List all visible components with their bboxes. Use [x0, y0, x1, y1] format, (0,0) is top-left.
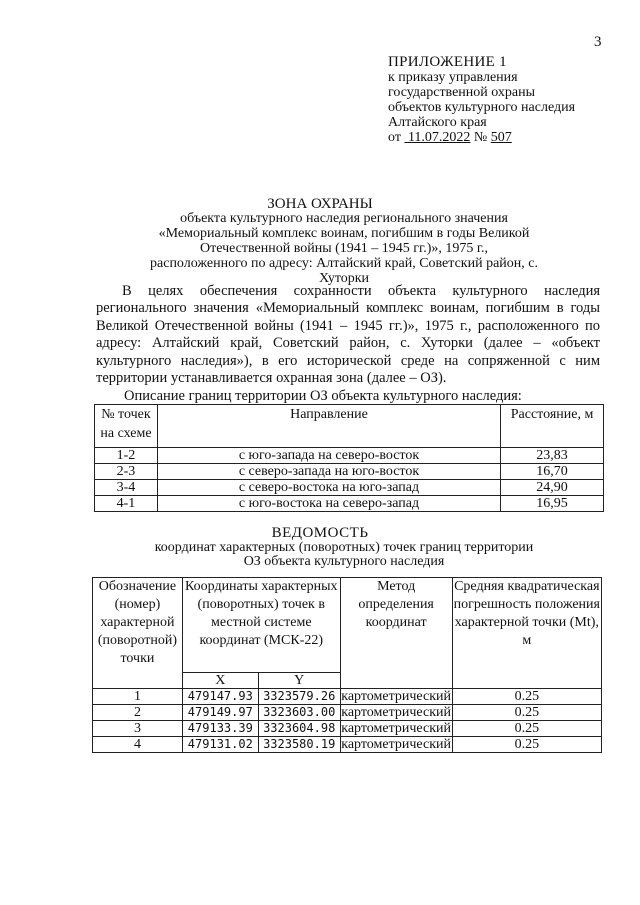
- header-cell: № точек на схеме: [95, 405, 158, 448]
- header-cell: Координаты характерных (поворотных) точек в местной системе координат (МСК-22): [182, 578, 340, 673]
- table-cell: 0.25: [452, 689, 601, 705]
- order-date: 11.07.2022: [407, 130, 471, 145]
- table-cell: 16,95: [501, 496, 604, 512]
- appendix-line: Алтайского края: [388, 115, 487, 130]
- table-cell: 24,90: [501, 480, 604, 496]
- appendix-line: государственной охраны: [388, 85, 536, 100]
- table-cell: 4: [93, 737, 183, 753]
- document-subtitle: объекта культурного наследия регионального значения «Мемориальный комплекс воинам, погибшим в годы Великой Отечественной войны (1941 – 1945 гг.)», 1975 г., расположенного по адресу: Алтайский край, Советский район, с. Хуторки: [150, 211, 538, 286]
- table-header-row: [95, 405, 604, 448]
- table-cell: 479131.02: [182, 737, 258, 753]
- table-cell: 3323603.00: [258, 705, 340, 721]
- table-cell: 2-3: [95, 464, 158, 480]
- header-cell: Направление: [157, 405, 500, 448]
- table-header-row: [93, 578, 602, 673]
- header-cell-y: Y: [258, 673, 340, 689]
- table-cell: картометрический: [341, 705, 451, 720]
- table-row: [93, 705, 602, 721]
- boundary-caption: Описание границ территории ОЗ объекта культурного наследия:: [124, 388, 522, 404]
- appendix-line: к приказу управления: [388, 70, 518, 85]
- appendix-date-line: [388, 130, 575, 145]
- header-cell: Обозначение (номер) характерной (поворотной) точки: [93, 578, 183, 689]
- table-cell: картометрический: [341, 721, 451, 736]
- table-row: [95, 480, 604, 496]
- table-row: [93, 737, 602, 753]
- order-number: 507: [490, 130, 512, 145]
- table-cell: картометрический: [341, 689, 451, 704]
- table-cell: 0.25: [452, 705, 601, 721]
- table-cell: с юго-востока на северо-запад: [157, 496, 500, 512]
- table-cell: с юго-запада на северо-восток: [157, 448, 500, 464]
- table-cell: 479133.39: [182, 721, 258, 737]
- vedomost-title: ВЕДОМОСТЬ: [271, 525, 369, 541]
- table-cell: 3323604.98: [258, 721, 340, 737]
- appendix-heading: ПРИЛОЖЕНИЕ 1: [388, 54, 507, 70]
- table-cell: 3: [93, 721, 183, 737]
- table-cell: 3323580.19: [258, 737, 340, 753]
- table-cell: с северо-востока на юго-запад: [157, 480, 500, 496]
- number-sign: №: [473, 130, 488, 145]
- table-cell: с северо-запада на юго-восток: [157, 464, 500, 480]
- table-cell: 1-2: [95, 448, 158, 464]
- table-row: [95, 496, 604, 512]
- appendix-line: объектов культурного наследия: [388, 100, 576, 115]
- table-cell: 479149.97: [182, 705, 258, 721]
- table-cell: 23,83: [501, 448, 604, 464]
- table-row: [93, 721, 602, 737]
- table-cell: 4-1: [95, 496, 158, 512]
- table-row: [93, 689, 602, 705]
- main-paragraph: В целях обеспечения сохранности объекта культурного наследия регионального значения «Мемориальный комплекс воинам, погибшим в годы Великой Отечественной войны (1941 – 1945 гг.)», 1975 г., расположенного по адресу: Алтайский край, Советский район, с. Хуторки (далее – «объект культурного наследия»), в его исторической среде на сопряженной с ним территории устанавливается охранная зона (далее – ОЗ).: [96, 283, 600, 387]
- table-cell: 0.25: [452, 737, 601, 753]
- table-row: [95, 448, 604, 464]
- table-cell: 0.25: [452, 721, 601, 737]
- document-title: ЗОНА ОХРАНЫ: [267, 196, 373, 212]
- table-cell: 16,70: [501, 464, 604, 480]
- vedomost-subtitle: координат характерных (поворотных) точек границ территории ОЗ объекта культурного наследия: [154, 540, 534, 569]
- header-cell: Метод определения координат: [340, 578, 452, 689]
- date-prefix: от: [388, 130, 401, 145]
- table-cell: 1: [93, 689, 183, 705]
- appendix-block: [388, 55, 575, 145]
- header-cell: Расстояние, м: [501, 405, 604, 448]
- table-cell: 2: [93, 705, 183, 721]
- table-row: [95, 464, 604, 480]
- boundary-table: [94, 404, 604, 512]
- table-cell: 479147.93: [182, 689, 258, 705]
- header-cell-x: X: [182, 673, 258, 689]
- page-number: 3: [594, 34, 602, 50]
- header-cell: Средняя квадратическая погрешность положения характерной точки (Mt), м: [452, 578, 601, 689]
- table-cell: картометрический: [341, 737, 451, 752]
- coordinates-table: [92, 577, 602, 753]
- table-cell: 3-4: [95, 480, 158, 496]
- table-cell: 3323579.26: [258, 689, 340, 705]
